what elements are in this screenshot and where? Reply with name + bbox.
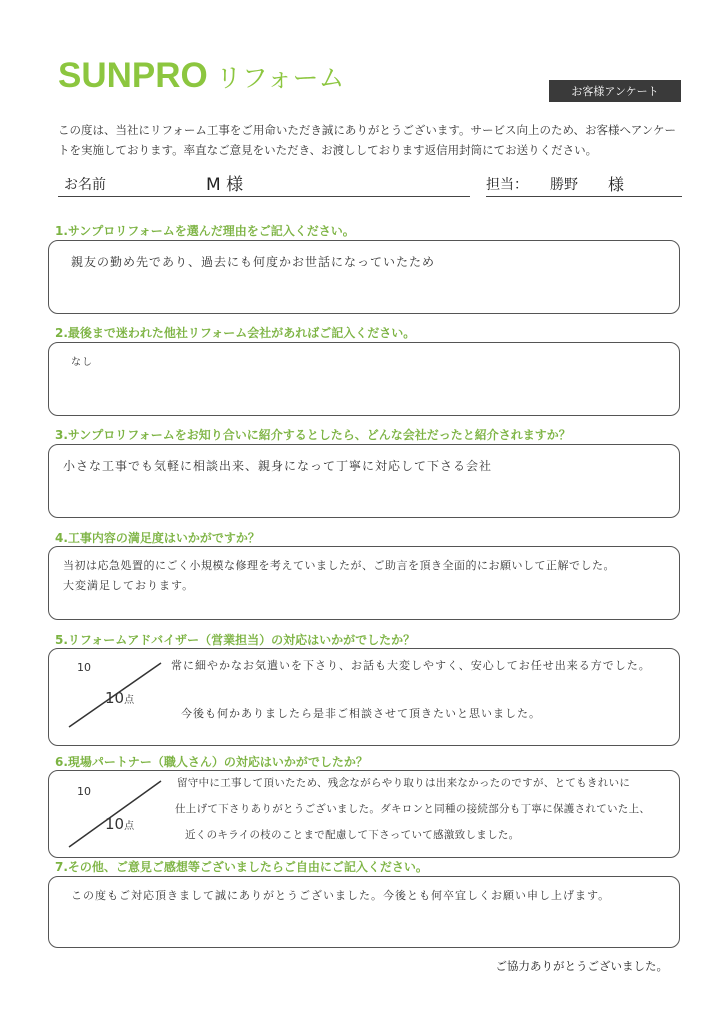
survey-badge: お客様アンケート [549, 80, 681, 102]
customer-name-row [58, 170, 470, 197]
logo-kana: リフォーム [215, 64, 345, 94]
q6-score-value: 10 [105, 815, 125, 833]
q6-score-unit: 点 [124, 821, 135, 832]
intro-line-2: トを実施しております。率直なご意見をいただき、お渡ししております返信用封筒にてお送りください。 [58, 143, 598, 157]
q2-answer-box [48, 342, 680, 416]
q7-answer-box [48, 876, 680, 948]
name-label: お名前 [64, 177, 106, 193]
staff-value: 勝野 [550, 177, 578, 193]
q1-answer-line-1: 親友の勤め先であり、過去にも何度かお世話になっていたため [71, 255, 436, 269]
name-value: M 様 [206, 175, 244, 195]
q1-answer-box [48, 240, 680, 314]
q5-score-value: 10 [105, 689, 125, 707]
q6-title: 6.現場パートナー（職人さん）の対応はいかがでしたか？ [55, 755, 368, 769]
staff-suffix: 様 [608, 175, 625, 194]
q4-title: 4.工事内容の満足度はいかがですか？ [55, 531, 260, 545]
q5-answer-line-1: 常に細やかなお気遣いを下さり、お話も大変しやすく、安心してお任せ出来る方でした。 [171, 659, 651, 672]
q5-score-top: 10 [77, 661, 91, 674]
q3-title: 3.サンプロリフォームをお知り合いに紹介するとしたら、どんな会社だったと紹介されますか？ [55, 428, 571, 442]
q5-score [105, 689, 134, 707]
q6-score [105, 815, 134, 833]
q3-answer-line-1: 小さな工事でも気軽に相談出来、親身になって丁寧に対応して下さる会社 [63, 459, 493, 473]
q5-title: 5.リフォームアドバイザー（営業担当）の対応はいかがでしたか？ [55, 633, 416, 647]
staff-label: 担当： [486, 177, 528, 193]
q7-answer-line-1: この度もご対応頂きまして誠にありがとうございました。今後とも何卒宜しくお願い申し上げます。 [71, 889, 611, 902]
q4-answer-box [48, 546, 680, 620]
sunpro-logo [58, 56, 344, 100]
q5-answer-box [48, 648, 680, 746]
q5-answer-line-2: 今後も何かありましたら是非ご相談させて頂きたいと思いました。 [181, 707, 541, 720]
closing-text: ご協力ありがとうございました。 [495, 959, 668, 973]
q6-answer-line-2: 仕上げて下さりありがとうございました。ダキロンと同種の接続部分も丁寧に保護されていた上、 [175, 803, 651, 815]
q4-answer-line-2: 大変満足しております。 [63, 579, 195, 592]
logo-brand: SUNPRO [58, 56, 208, 95]
q2-title: 2.最後まで迷われた他社リフォーム会社があればご記入ください。 [55, 326, 416, 340]
staff-row [486, 170, 682, 197]
q1-title: 1.サンプロリフォームを選んだ理由をご記入ください。 [55, 224, 355, 238]
intro-line-1: この度は、当社にリフォーム工事をご用命いただき誠にありがとうございます。サービス向上のため、お客様へアンケー [58, 123, 677, 137]
q4-answer-line-1: 当初は応急処置的にごく小規模な修理を考えていましたが、ご助言を頂き全面的にお願いして正解でした。 [63, 559, 615, 572]
q5-score-unit: 点 [124, 695, 135, 706]
intro-text [58, 120, 698, 160]
q3-answer-box [48, 444, 680, 518]
q6-score-top: 10 [77, 785, 91, 798]
q6-answer-line-3: 近くのキライの枝のことまで配慮して下さっていて感激致しました。 [185, 829, 520, 841]
q6-answer-line-1: 留守中に工事して頂いたため、残念ながらやり取りは出来なかったのですが、とてもきれいに [177, 777, 631, 789]
q2-answer-line-1: なし [71, 357, 93, 368]
q7-title: 7.その他、ご意見ご感想等ございましたらご自由にご記入ください。 [55, 860, 428, 874]
q6-answer-box [48, 770, 680, 858]
